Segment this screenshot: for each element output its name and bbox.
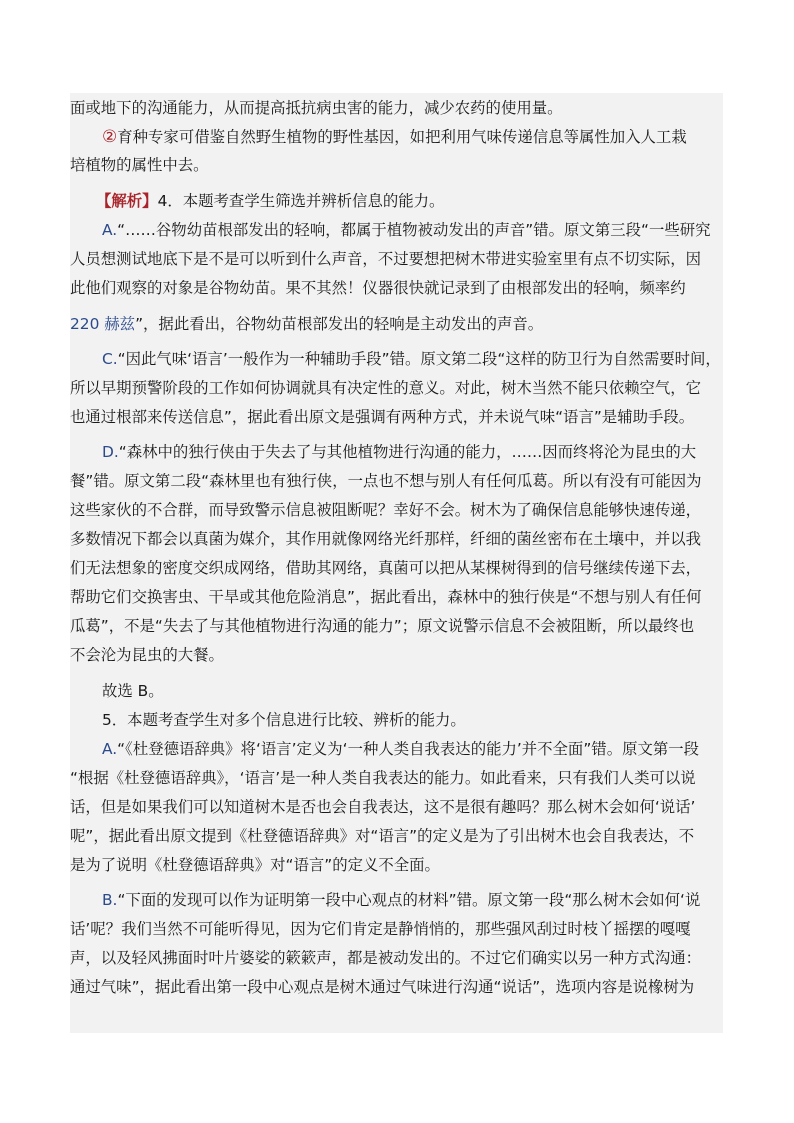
text-line: C.“因此气味‘语言’一般作为一种辅助手段”错。原文第二段“这样的防卫行为自然需要时间，	[102, 350, 721, 368]
text-line: 声，以及轻风拂面时叶片婆娑的簌簌声，都是被动发出的。不过它们确实以另一种方式沟通：	[70, 949, 702, 967]
text-line: 是为了说明《杜登德语辞典》对“语言”的定义不全面。	[70, 856, 440, 874]
text-line: 话’呢？我们当然不可能听得见，因为它们肯定是静悄悄的，那些强风刮过时枝丫摇摆的嘎嘎	[70, 920, 691, 938]
text-line: 们无法想象的密度交织成网络，借助其网络，真菌可以把从某棵树得到的信号继续传递下去，	[70, 559, 702, 577]
option-label: A.	[102, 221, 118, 239]
text-line: 帮助它们交换害虫、干旱或其他危险消息”，据此看出，森林中的独行侠是“不想与别人有任何	[70, 588, 702, 606]
text-line: 不会沦为昆虫的大餐。	[70, 646, 224, 664]
analysis-label: 【解析】	[96, 192, 158, 210]
text-line: A.“……谷物幼苗根部发出的轻响，都属于植物被动发出的声音”错。原文第三段“一些研究	[102, 221, 711, 239]
option-label: B.	[102, 891, 118, 909]
text-line: 【解析】4．本题考查学生筛选并辨析信息的能力。	[96, 192, 445, 210]
text-line: D.“森林中的独行侠由于失去了与其他植物进行沟通的能力，……因而终将沦为昆虫的大	[102, 443, 697, 461]
text-line: “根据《杜登德语辞典》，‘语言’是一种人类自我表达的能力。如此看来，只有我们人类可以说	[70, 769, 696, 787]
frequency-value: 220 赫兹	[70, 315, 136, 333]
list-marker: ②	[102, 127, 118, 147]
option-label: C.	[102, 350, 118, 368]
option-label: A.	[102, 740, 118, 758]
text-line: 也通过根部来传送信息”，据此看出原文是强调有两种方式，并未说气味“语言”是辅助手段。	[70, 408, 695, 426]
text-line: A.“《杜登德语辞典》将‘语言’定义为‘一种人类自我表达的能力’并不全面”错。原文第一段	[102, 740, 700, 758]
text-line: 人员想测试地底下是不是可以听到什么声音，不过要想把树木带进实验室里有点不切实际，因	[70, 250, 702, 268]
text-line: 这些家伙的不合群，而导致警示信息被阻断呢？幸好不会。树木为了确保信息能够快速传递，	[70, 501, 702, 519]
text-line: 培植物的属性中去。	[70, 156, 209, 174]
text-line: 所以早期预警阶段的工作如何协调就具有决定性的意义。对此，树木当然不能只依赖空气，它	[70, 379, 702, 397]
text-body	[70, 93, 723, 1033]
text-line: 220 赫兹”，据此看出，谷物幼苗根部发出的轻响是主动发出的声音。	[70, 315, 544, 333]
text-line: 5．本题考查学生对多个信息进行比较、辨析的能力。	[102, 711, 466, 729]
text-line: 此他们观察的对象是谷物幼苗。果不其然！仪器很快就记录到了由根部发出的轻响，频率约	[70, 279, 686, 297]
text-line: 餐”错。原文第二段“森林里也有独行侠，一点也不想与别人有任何瓜葛。所以有没有可能因为	[70, 472, 702, 490]
text-line: 故选 B。	[102, 682, 164, 700]
text-line: 多数情况下都会以真菌为媒介，其作用就像网络光纤那样，纤细的菌丝密布在土壤中，并以我	[70, 530, 702, 548]
text-line: 面或地下的沟通能力，从而提高抵抗病虫害的能力，减少农药的使用量。	[70, 99, 563, 117]
text-line: 呢”，据此看出原文提到《杜登德语辞典》对“语言”的定义是为了引出树木也会自我表达，不	[70, 827, 695, 845]
text-line: B.“下面的发现可以作为证明第一段中心观点的材料”错。原文第一段“那么树木会如何‘说	[102, 891, 701, 909]
text-line: 话，但是如果我们可以知道树木是否也会自我表达，这不是很有趣吗？那么树木会如何‘说话’	[70, 798, 696, 816]
text-line: 瓜葛”，不是“失去了与其他植物进行沟通的能力”；原文说警示信息不会被阻断，所以最终也	[70, 617, 695, 635]
option-label: D.	[102, 443, 119, 461]
text-line: ②育种专家可借鉴自然野生植物的野性基因，如把利用气味传递信息等属性加入人工栽	[102, 127, 687, 147]
text-line: 通过气味”，据此看出第一段中心观点是树木通过气味进行沟通“说话”，选项内容是说橡树为	[70, 978, 695, 996]
